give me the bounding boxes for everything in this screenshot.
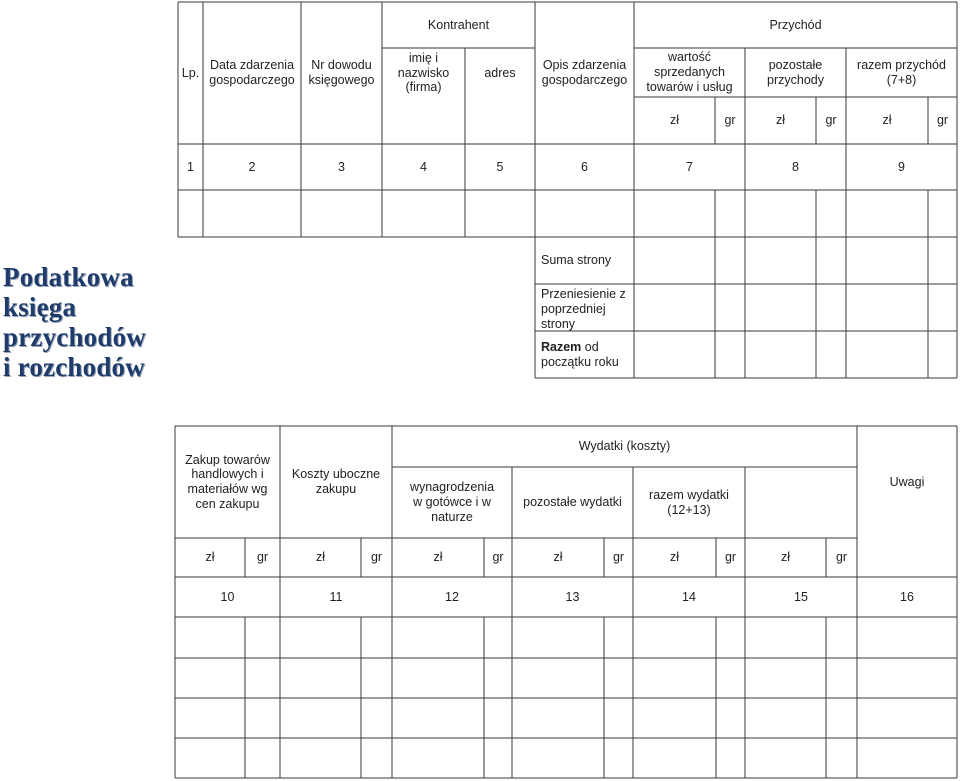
header-adres: adres bbox=[484, 65, 516, 80]
header-razem-wydatki: razem wydatki (12+13) bbox=[649, 487, 729, 517]
summary-razem-od-poczatku bbox=[541, 340, 633, 370]
header-wartosc: wartość sprzedanych towarów i usług bbox=[646, 50, 733, 94]
header-razem-przychod: razem przychód (7+8) bbox=[857, 57, 946, 87]
summary-razem-rest: od początku roku bbox=[541, 340, 619, 369]
header-opis: Opis zdarzenia gospodarczego bbox=[541, 58, 628, 87]
header-zl-12: zł bbox=[433, 550, 443, 565]
header-gr-8: gr bbox=[825, 113, 837, 128]
header-data-zdarzenia: Data zdarzenia gospodarczego bbox=[209, 58, 295, 87]
header-zl-9: zł bbox=[882, 113, 892, 128]
header-wydatki: Wydatki (koszty) bbox=[578, 439, 671, 454]
header-zl-8: zł bbox=[775, 113, 786, 128]
header-pozostale: pozostałe przychody bbox=[767, 57, 824, 87]
column-number-6: 6 bbox=[581, 159, 588, 174]
column-number-3: 3 bbox=[338, 159, 345, 174]
header-zl-11: zł bbox=[315, 550, 326, 565]
header-zl-10: zł bbox=[205, 550, 215, 565]
header-gr-11: gr bbox=[370, 550, 383, 565]
header-wynagrodzenia: wynagrodzenia w gotówce i w naturze bbox=[409, 480, 495, 524]
column-number-10: 10 bbox=[220, 589, 235, 604]
header-gr-9: gr bbox=[936, 113, 949, 128]
column-number-4: 4 bbox=[420, 159, 427, 174]
summary-suma-strony: Suma strony bbox=[541, 253, 612, 267]
document-title bbox=[3, 262, 146, 382]
header-gr-7: gr bbox=[724, 113, 736, 128]
header-gr-15: gr bbox=[835, 550, 848, 565]
header-zl-15: zł bbox=[780, 550, 791, 565]
header-zl-7: zł bbox=[669, 113, 680, 128]
title-line-1: Podatkowa bbox=[3, 262, 134, 292]
header-lp: Lp. bbox=[181, 65, 200, 80]
column-number-7: 7 bbox=[686, 159, 693, 174]
header-kontrahent: Kontrahent bbox=[427, 17, 490, 32]
header-zl-13: zł bbox=[553, 550, 563, 565]
header-gr-12: gr bbox=[492, 550, 504, 565]
title-line-4: i rozchodów bbox=[3, 352, 145, 382]
column-number-5: 5 bbox=[496, 159, 504, 174]
column-number-12: 12 bbox=[445, 589, 459, 604]
title-line-3: przychodów bbox=[3, 322, 146, 352]
column-number-11: 11 bbox=[329, 589, 343, 604]
header-zakup-towarow: Zakup towarów handlowych i materiałów wg cen zakupu bbox=[185, 452, 270, 511]
header-zl-14: zł bbox=[669, 550, 680, 565]
header-gr-14: gr bbox=[724, 550, 737, 565]
summary-razem-bold: Razem bbox=[541, 340, 582, 354]
header-gr-10: gr bbox=[256, 550, 269, 565]
header-przychod: Przychód bbox=[769, 17, 822, 32]
column-number-13: 13 bbox=[565, 589, 580, 604]
header-nr-dowodu: Nr dowodu księgowego bbox=[308, 58, 375, 87]
summary-przeniesienie: Przeniesienie z poprzedniej strony bbox=[541, 287, 626, 331]
column-number-1: 1 bbox=[187, 159, 194, 174]
column-number-9: 9 bbox=[898, 159, 905, 174]
column-number-15: 15 bbox=[794, 589, 808, 604]
header-koszty-uboczne: Koszty uboczne zakupu bbox=[291, 467, 381, 496]
header-imie-nazwisko: imię i nazwisko (firma) bbox=[397, 50, 450, 95]
header-uwagi: Uwagi bbox=[889, 474, 925, 489]
column-number-16: 16 bbox=[900, 589, 914, 604]
column-number-2: 2 bbox=[248, 159, 256, 174]
title-line-2: księga bbox=[3, 292, 77, 322]
header-pozostale-wydatki: pozostałe wydatki bbox=[523, 495, 622, 510]
column-number-14: 14 bbox=[682, 589, 696, 604]
header-gr-13: gr bbox=[612, 550, 625, 565]
column-number-8: 8 bbox=[792, 159, 799, 174]
